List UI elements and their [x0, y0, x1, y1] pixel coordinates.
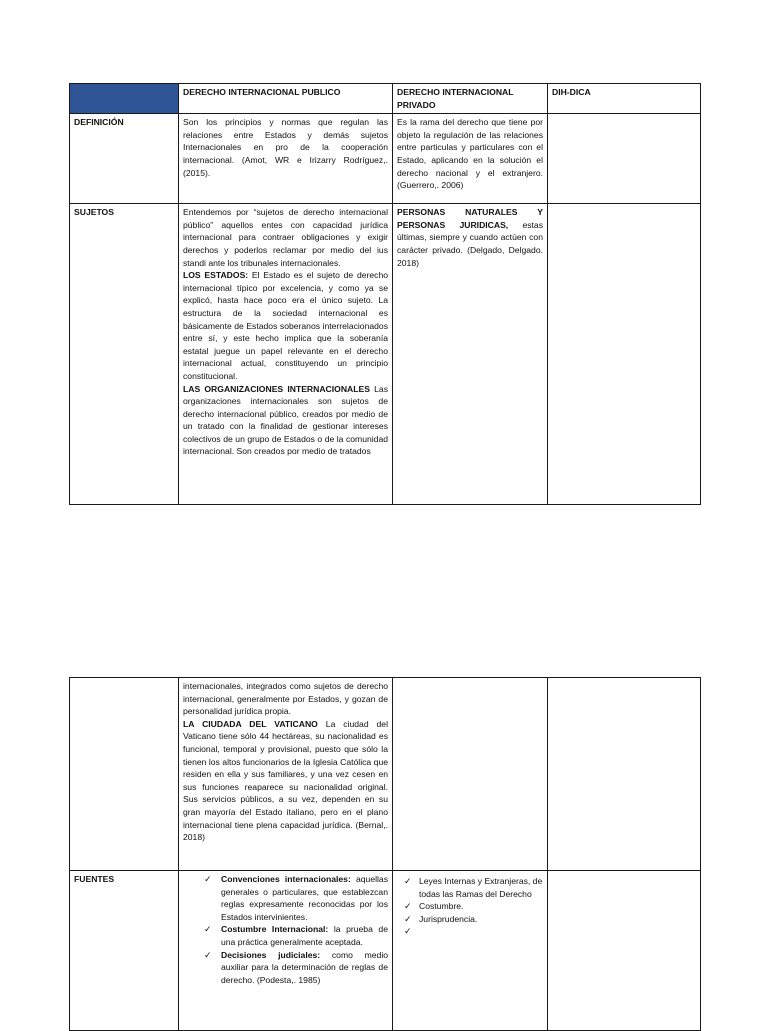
cell-fuentes-dih [548, 871, 701, 1031]
cell-sujetos-privado [393, 204, 548, 505]
cell-sujetos-privado-continued [393, 678, 548, 871]
sujetos-vaticano-paragraph [183, 718, 388, 844]
row-label-fuentes: FUENTES [70, 871, 179, 1031]
sujetos-intro-text: Entendemos por “sujetos de derecho internacional público” aquellos entes con capacidad jurídica internacional para contraer obligaciones y exigir derechos y poderlos reclamar por medio del ius standi ante los tribunales internacionales. [183, 207, 388, 268]
fuentes-privado-list [397, 873, 543, 937]
cell-definicion-privado: Es la rama del derecho que tiene por objeto la regulación de las relaciones entre particulas y particulares con el Estado, aplicando en la solución el derecho nacional y el extranjero. (Guerrero,. 2006) [393, 114, 548, 204]
fuentes-item-text: aquellas generales o particulares, que establezcan reglas expresamente reconocidas por los Estados intervinientes. [221, 874, 388, 922]
sujetos-org-title: LAS ORGANIZACIONES INTERNACIONALES [183, 383, 370, 394]
list-item [204, 923, 388, 948]
list-item [204, 873, 388, 923]
sujetos-estados-title: LOS ESTADOS: [183, 270, 249, 281]
checkmark-icon: ✓ [204, 949, 212, 960]
fuentes-item-title: Convenciones internacionales: [221, 874, 351, 884]
list-item [404, 925, 543, 937]
sujetos-continued-text: internacionales, integrados como sujetos de derecho internacional, generalmente por Estados, y gozan de personalidad jurídica propia. [183, 681, 388, 717]
fuentes-privado-item-text: Costumbre. [419, 901, 464, 912]
sujetos-privado-text: estas últimas, siempre y cuando actúen con carácter privado. (Delgado, Delgado. 2018) [397, 219, 543, 268]
list-item [404, 913, 543, 926]
table-row-sujetos [70, 204, 701, 505]
checkmark-icon: ✓ [404, 913, 412, 924]
fuentes-item-text: la prueba de una práctica generalmente aceptada. [221, 924, 388, 947]
cell-definicion-publico: Son los principios y normas que regulan las relaciones entre Estados y demás sujetos Internacionales en pro de la cooperación internacional. (Amot, WR e Irizarry Rodríguez,. (2015). [179, 114, 393, 204]
comparison-table-page-1 [69, 83, 701, 505]
fuentes-privado-item-text: Leyes Internas y Extranjeras, de todas las Ramas del Derecho [419, 876, 543, 899]
table-row-sujetos-continued [70, 678, 701, 871]
cell-fuentes-privado [393, 871, 548, 1031]
header-corner-cell [70, 84, 179, 114]
list-item [404, 900, 543, 913]
checkmark-icon: ✓ [204, 874, 212, 884]
row-label-definicion: DEFINICIÓN [70, 114, 179, 204]
sujetos-org-text: Las organizaciones internacionales son sujetos de derecho internacional público, creados por medio de un tratado con la finalidad de gestionar intereses colectivos de un grupo de Estados o de la comunidad internacional. Son creados por medio de tratados [183, 383, 388, 457]
fuentes-item-title: Decisiones judiciales: [221, 949, 321, 960]
table-row-definicion [70, 114, 701, 204]
header-derecho-internacional-privado: DERECHO INTERNACIONAL PRIVADO [393, 84, 548, 114]
cell-definicion-dih [548, 114, 701, 204]
list-item [204, 949, 389, 987]
sujetos-org-paragraph [183, 383, 388, 459]
cell-fuentes-publico [179, 871, 393, 1031]
sujetos-vaticano-title: LA CIUDADA DEL VATICANO [183, 718, 318, 729]
sujetos-vaticano-text: La ciudad del Vaticano tiene sólo 44 hectáreas, su nacionalidad es funcional, temporal y provisional, puesto que sólo la tienen los altos funcionarios de la Iglesia Católica que residen en ella y sus familiares, y una vez cesen en sus funciones reaparece su nacionalidad original. Sus servicios públicos, a su vez, dependen en su gran mayoría del Estado italiano, pero en el plano internacional tiene plena capacidad jurídica. (Bernal,. 2018) [183, 718, 388, 843]
sujetos-estados-paragraph [183, 269, 388, 382]
cell-sujetos-publico [179, 204, 393, 505]
list-item [404, 875, 543, 900]
cell-sujetos-dih-continued [548, 678, 701, 871]
checkmark-icon: ✓ [204, 924, 212, 935]
table-row-fuentes [70, 871, 701, 1031]
fuentes-publico-list [183, 873, 388, 986]
sujetos-estados-text: El Estado es el sujeto de derecho internacional típico por excelencia, y como ya se explicó, hasta hace poco era el único sujeto. La estructura de la sociedad internacional es básicamente de Estados soberanos interrelacionados entre sí, y este hecho implica que la soberanía estatal juegue un papel relevante en el derecho internacional actual, constituyendo un principio constitucional. [183, 270, 388, 381]
checkmark-icon: ✓ [404, 876, 412, 886]
fuentes-privado-item-text: Jurisprudencia. [419, 913, 478, 924]
sujetos-privado-title: PERSONAS NATURALES Y PERSONAS JURIDICAS, [397, 207, 543, 230]
comparison-table-page-2 [69, 677, 701, 1031]
checkmark-icon: ✓ [404, 901, 412, 912]
fuentes-item-title: Costumbre Internacional: [221, 924, 329, 935]
row-label-empty [70, 678, 179, 871]
fuentes-item-text: como medio auxiliar para la determinación de reglas de derecho. (Podesta,. 1985) [221, 949, 389, 985]
cell-sujetos-publico-continued [179, 678, 393, 871]
header-dih-dica: DIH-DICA [548, 84, 701, 114]
cell-sujetos-dih [548, 204, 701, 505]
table-header-row [70, 84, 701, 114]
checkmark-icon: ✓ [404, 926, 412, 937]
row-label-sujetos: SUJETOS [70, 204, 179, 505]
header-derecho-internacional-publico: DERECHO INTERNACIONAL PUBLICO [179, 84, 393, 114]
